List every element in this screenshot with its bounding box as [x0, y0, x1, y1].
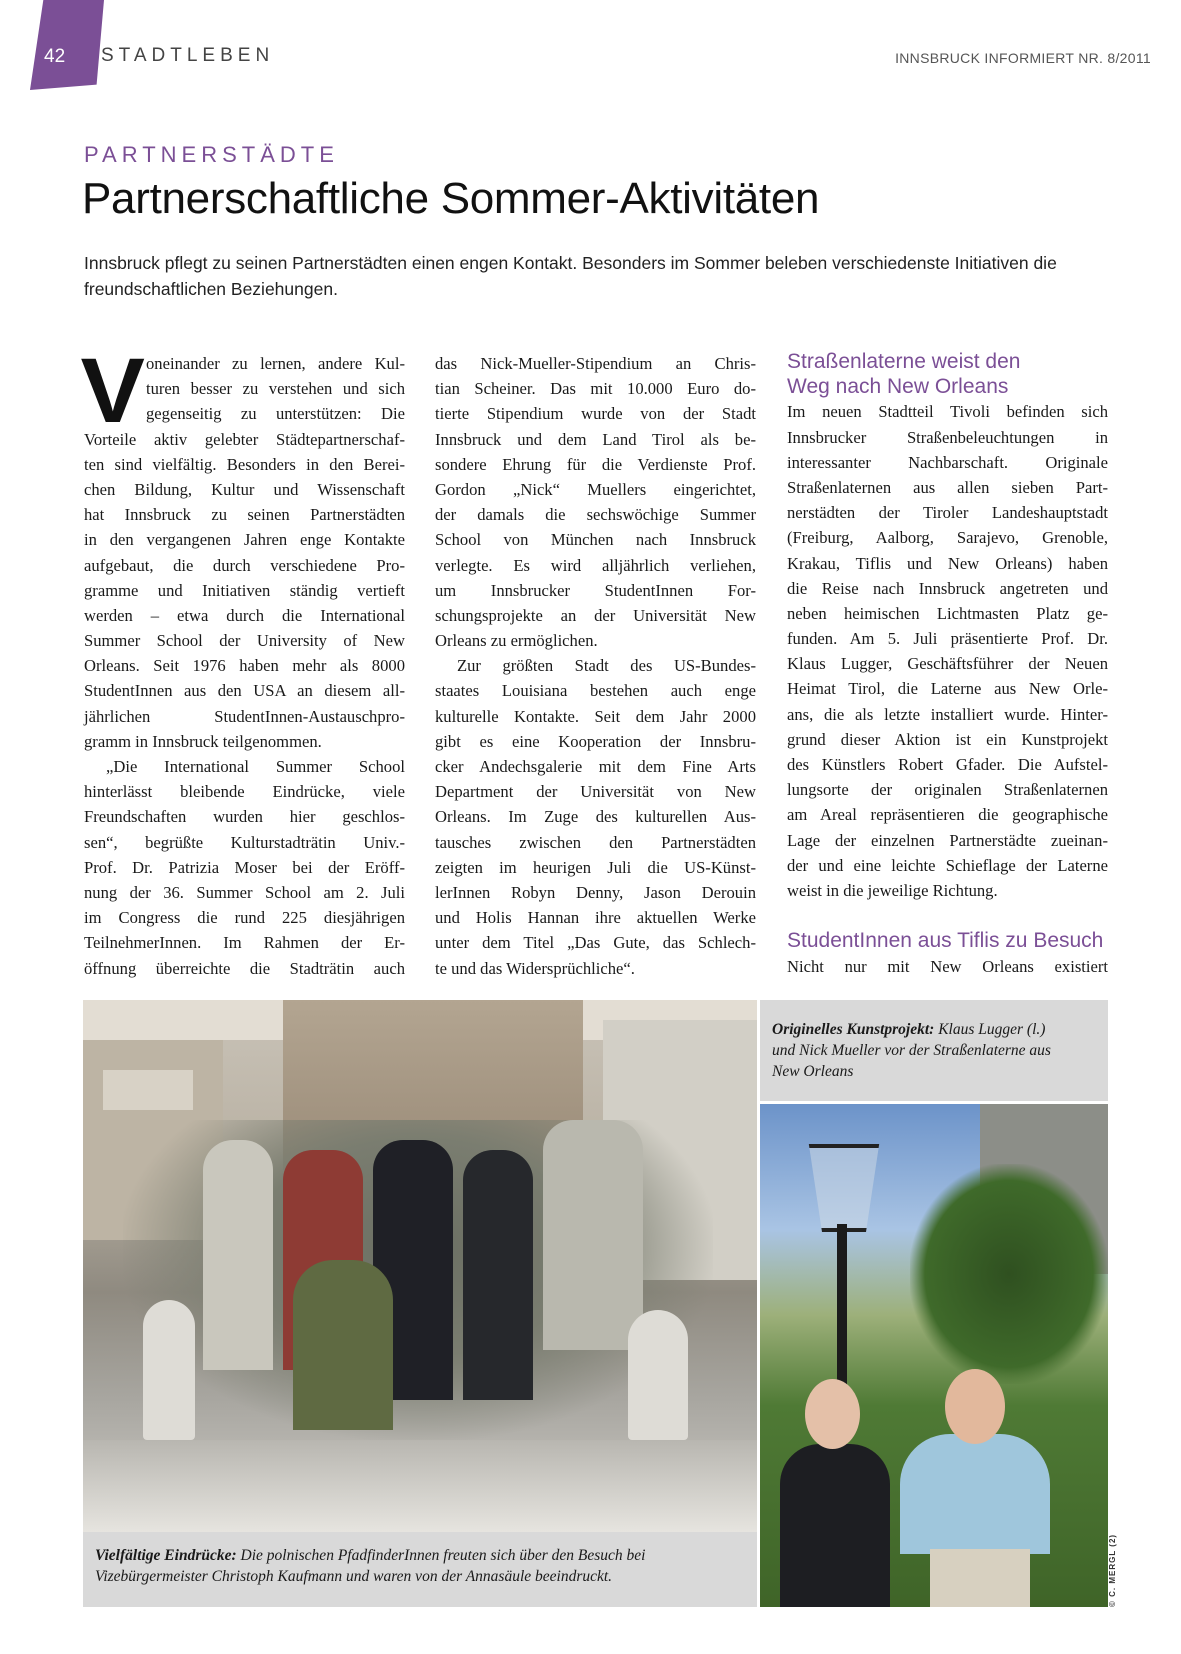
article-kicker: PARTNERSTÄDTE	[84, 142, 339, 167]
caption-bold: Vielfältige Eindrücke:	[95, 1547, 237, 1564]
body-text-line: gegenseitig zu unterstützen: Die	[146, 404, 405, 424]
body-text-line: Department der Universität von New	[435, 782, 756, 802]
body-text-line: Innsbruck und dem Land Tirol als be-	[435, 429, 756, 449]
text-column-2	[435, 351, 756, 981]
body-text-line: die Reise nach Innsbruck angetreten und	[787, 578, 1108, 598]
body-text-line: grund dieser Aktion ist ein Kunstprojekt	[787, 729, 1108, 749]
body-text-line: Straßenlaternen aus allen sieben Part-	[787, 477, 1108, 497]
body-text-line: ten sind vielfältig. Besonders in den Berei-	[84, 454, 405, 474]
body-text-line: TeilnehmerInnen. Im Rahmen der Er-	[84, 933, 405, 953]
body-text-line: verlegte. Es wird alljährlich verliehen,	[435, 555, 756, 575]
body-text-line: gibt es eine Kooperation der Innsbru-	[435, 731, 756, 751]
body-text-line: werden – etwa durch die International	[84, 605, 405, 625]
spacer	[787, 903, 1108, 928]
body-text-line: der damals die sechswöchige Summer	[435, 505, 756, 525]
body-text-line: hat Innsbruck zu seinen Partnerstädten	[84, 505, 405, 525]
body-text-line: turen besser zu verstehen und sich	[146, 379, 405, 399]
caption-text: und Nick Mueller vor der Straßenlaterne aus	[772, 1042, 1051, 1059]
caption-text: Vizebürgermeister Christoph Kaufmann und waren von der Annasäule beeindruckt.	[95, 1568, 613, 1585]
body-text-line: in den vergangenen Jahren enge Kontakte	[84, 530, 405, 550]
body-text-line: lerInnen Robyn Denny, Jason Derouin	[435, 882, 756, 902]
body-text-line: im Congress die rund 225 diesjährigen	[84, 908, 405, 928]
body-text-line: Nicht nur mit New Orleans existiert	[787, 956, 1108, 976]
body-text-line: ans, die als letzte installiert wurde. Hinter-	[787, 704, 1108, 724]
body-text-line: Gordon „Nick“ Muellers eingerichtet,	[435, 479, 756, 499]
body-text-line: Krakau, Tiflis und New Orleans) haben	[787, 553, 1108, 573]
body-text-line: Orleans. Im Zuge des kulturellen Aus-	[435, 807, 756, 827]
body-text-line: jährlichen StudentInnen-Austauschpro-	[84, 706, 405, 726]
caption-text: Klaus Lugger (l.)	[934, 1021, 1046, 1038]
issue-label: INNSBRUCK INFORMIERT NR. 8/2011	[895, 50, 1151, 66]
group-photo	[83, 1000, 757, 1532]
body-text-line: Im neuen Stadtteil Tivoli befinden sich	[787, 402, 1108, 422]
body-text-line: sondere Ehrung für die Verdienste Prof.	[435, 454, 756, 474]
body-text-line: unter dem Titel „Das Gute, das Schlech-	[435, 933, 756, 953]
body-text-line: Zur größten Stadt des US-Bundes-	[457, 656, 756, 676]
body-text-line: oneinander zu lernen, andere Kul-	[146, 354, 405, 373]
body-text-line: lungsorte der originalen Straßenlaternen	[787, 780, 1108, 800]
body-text-line: neben heimischen Lichtmasten Platz ge-	[787, 603, 1108, 623]
body-text-line: Orleans zu ermöglichen.	[435, 631, 598, 651]
section-title: STADTLEBEN	[101, 45, 275, 66]
drop-cap: V	[80, 340, 145, 442]
body-text-line: tian Scheiner. Das mit 10.000 Euro do-	[435, 379, 756, 399]
body-text-line: des Künstlers Robert Gfader. Die Aufstel-	[787, 755, 1108, 775]
body-text-line: cker Andechsgalerie mit dem Fine Arts	[435, 757, 756, 776]
article-title: Partnerschaftliche Sommer-Aktivitäten	[82, 174, 820, 223]
subheading: StudentInnen aus Tiflis zu Besuch	[787, 929, 1104, 953]
body-text-line: kulturelle Kontakte. Seit dem Jahr 2000	[435, 706, 756, 726]
body-text-line: öffnung überreichte die Stadträtin auch	[84, 958, 405, 978]
lantern-photo-caption	[760, 1000, 1108, 1101]
article-intro: Innsbruck pflegt zu seinen Partnerstädten einen engen Kontakt. Besonders im Sommer beleben verschiedenste Initiativen die freundschaftlichen Beziehungen.	[84, 253, 1057, 299]
section-tab	[30, 0, 104, 90]
lantern-photo	[760, 1104, 1108, 1607]
caption-text: Die polnischen PfadfinderInnen freuten sich über den Besuch bei	[236, 1547, 646, 1564]
body-text-line: staates Louisiana bestehen auch enge	[435, 681, 756, 701]
body-text-line: der und eine leichte Schieflage der Laterne	[787, 855, 1108, 875]
body-text-line: hinterlässt bleibende Eindrücke, viele	[84, 782, 405, 802]
photo-credit: © C. MERGL (2)	[1108, 1533, 1117, 1607]
caption-bold: Originelles Kunstprojekt:	[772, 1021, 935, 1038]
body-text-line: das Nick-Mueller-Stipendium an Chris-	[435, 354, 756, 373]
body-text-line: am Areal repräsentieren die geographische	[787, 805, 1108, 825]
page-number: 42	[44, 46, 66, 67]
body-text-line: „Die International Summer School	[106, 757, 405, 776]
text-column-1	[80, 340, 405, 981]
body-text-line: gramm in Innsbruck teilgenommen.	[84, 731, 322, 751]
body-text-line: nung der 36. Summer School am 2. Juli	[84, 882, 405, 902]
body-text-line: funden. Am 5. Juli präsentierte Prof. Dr.	[787, 629, 1108, 649]
body-text-line: StudentInnen aus den USA an diesem all-	[84, 681, 405, 701]
body-text-line: (Freiburg, Aalborg, Sarajevo, Grenoble,	[787, 528, 1108, 548]
body-text-line: zeigten im heurigen Juli die US-Künst-	[435, 857, 756, 877]
subheading: Straßenlaterne weist den	[787, 350, 1021, 373]
body-text-line: sen“, begrüßte Kulturstadträtin Univ.-	[84, 832, 405, 852]
body-text-line: Orleans. Seit 1976 haben mehr als 8000	[84, 656, 405, 676]
body-text-line: Innsbrucker Straßenbeleuchtungen in	[787, 427, 1108, 447]
body-text-line: um Innsbrucker StudentInnen For-	[435, 580, 756, 600]
body-text-line: Freundschaften wurden hier geschlos-	[84, 807, 405, 827]
body-text-line: te und das Widersprüchliche“.	[435, 958, 635, 978]
group-photo-caption	[83, 1532, 757, 1607]
body-text-line: Vorteile aktiv gelebter Städtepartnerschaf-	[84, 429, 405, 449]
body-text-line: Lage der einzelnen Partnerstädte zueinan-	[787, 830, 1108, 850]
body-text-line: und Holis Hannan ihre aktuellen Werke	[435, 908, 756, 928]
body-text-line: Summer School der University of New	[84, 631, 405, 651]
body-text-line: interessanter Nachbarschaft. Originale	[787, 452, 1108, 472]
subheading: Weg nach New Orleans	[787, 375, 1009, 399]
body-text-line: chen Bildung, Kultur und Wissenschaft	[84, 479, 405, 499]
body-text-line: tausches zwischen den Partnerstädten	[435, 832, 756, 852]
body-text-line: nerstädten der Tiroler Landeshauptstadt	[787, 503, 1108, 523]
body-text-line: Heimat Tirol, die Laterne aus New Orle-	[787, 679, 1108, 699]
body-text-line: Klaus Lugger, Geschäftsführer der Neuen	[787, 654, 1108, 674]
caption-text: New Orleans	[772, 1063, 854, 1080]
body-text-line: schungsprojekte an der Universität New	[435, 605, 756, 625]
body-text-line: aufgebaut, die durch verschiedene Pro-	[84, 555, 405, 575]
body-text-line: Prof. Dr. Patrizia Moser bei der Eröff-	[84, 857, 405, 877]
body-text-line: gramme und Initiativen ständig vertieft	[84, 580, 405, 600]
body-text-line: School von München nach Innsbruck	[435, 530, 756, 550]
body-text-line: weist in die jeweilige Richtung.	[787, 880, 998, 900]
body-text-line: tierte Stipendium wurde von der Stadt	[435, 404, 756, 424]
text-column-3	[787, 349, 1108, 979]
